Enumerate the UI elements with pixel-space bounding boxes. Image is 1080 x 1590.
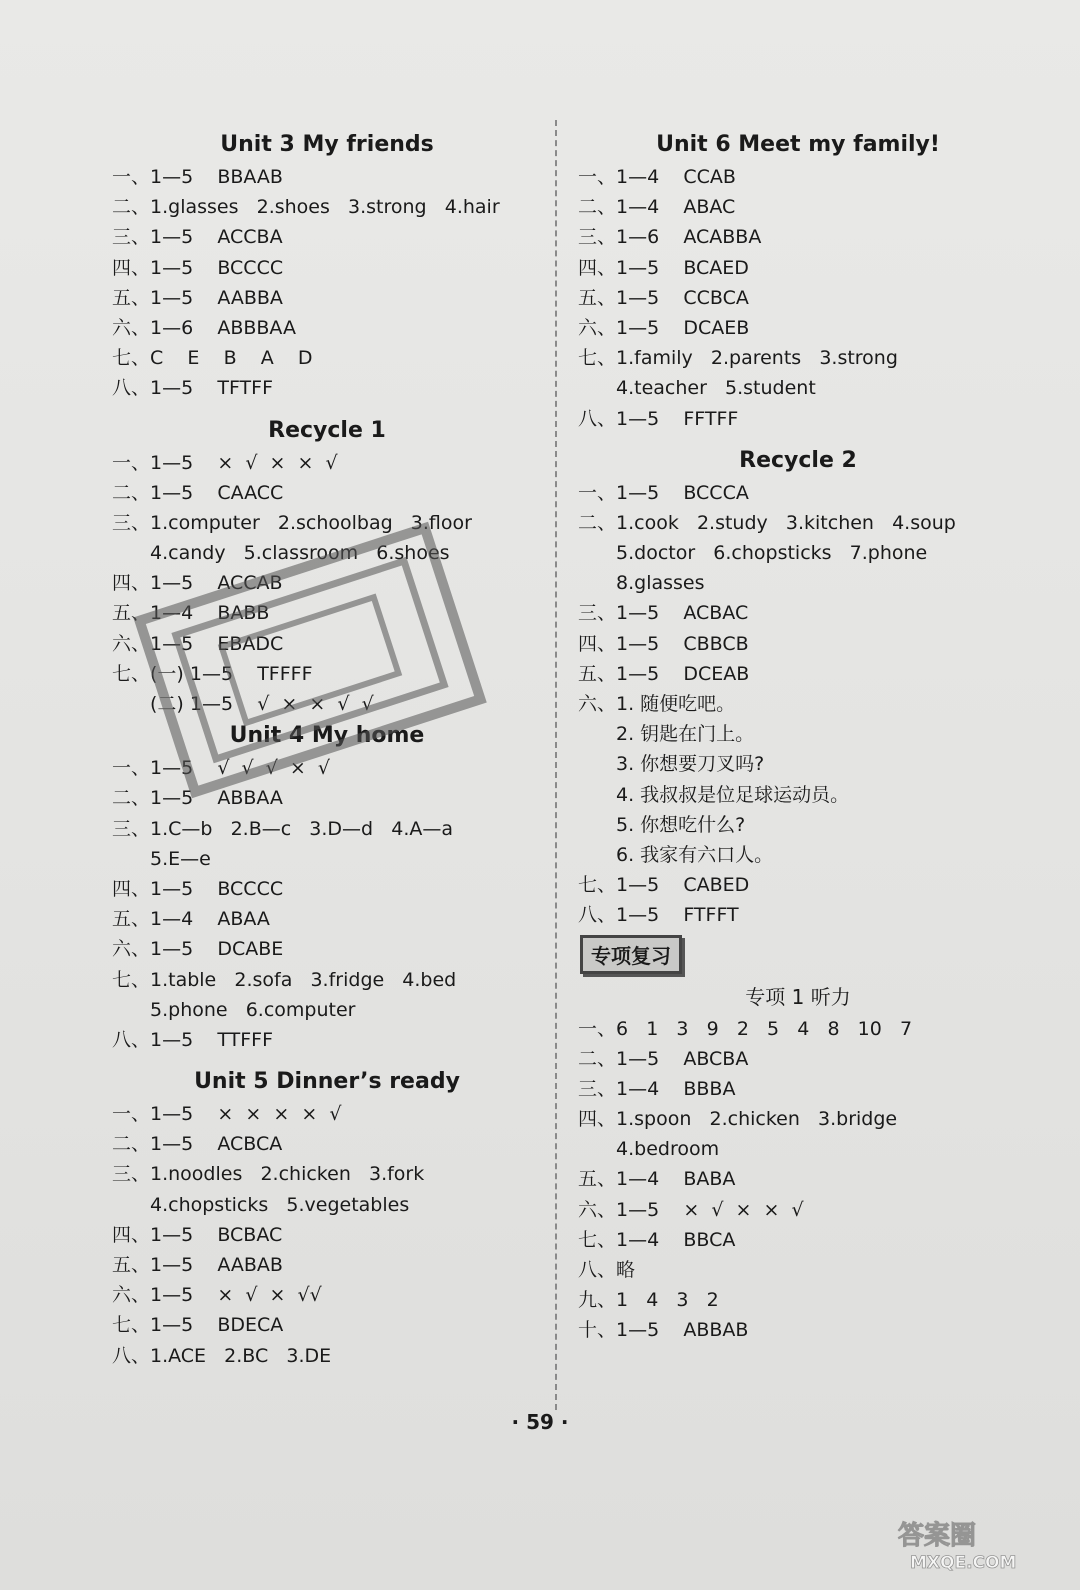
answer-line: 三、1—5 ACCBA	[112, 226, 283, 249]
answer-line: 八、1—5 FFTFF	[578, 407, 739, 430]
answer-line: 五、1—5 AABBA	[112, 286, 283, 309]
answer-line: 4.chopsticks 5.vegetables	[150, 1193, 410, 1216]
answer-line: 二、1—5 ABBAA	[112, 787, 283, 810]
answer-line: 二、1—5 CAACC	[112, 481, 284, 504]
answer-line: 一、1—5 √ √ √ × √	[112, 757, 330, 780]
section-heading: Unit 6 Meet my family!	[656, 132, 940, 157]
answer-line: 4. 我叔叔是位足球运动员。	[616, 783, 850, 806]
answer-line: 六、1—5 DCAEB	[578, 316, 750, 339]
answer-line: 5. 你想吃什么?	[616, 813, 746, 836]
answer-line: 5.phone 6.computer	[150, 998, 356, 1021]
section-heading: Recycle 1	[268, 417, 386, 443]
answer-line: 一、1—5 × × × × √	[112, 1103, 342, 1126]
answer-line: 四、1—5 BCAED	[578, 256, 749, 279]
answer-line: 四、1—5 BCCCC	[112, 256, 284, 279]
special-review-banner	[578, 931, 1018, 980]
answer-line: 三、1.C—b 2.B—c 3.D—d 4.A—a	[112, 817, 454, 840]
right-column	[578, 128, 1018, 1346]
answer-line: 八、1—5 FTFFT	[578, 904, 739, 927]
answer-line: 七、1.table 2.sofa 3.fridge 4.bed	[112, 968, 457, 991]
site-watermark-logo	[892, 1514, 1062, 1574]
answer-line: 三、1.noodles 2.chicken 3.fork	[112, 1163, 425, 1186]
watermark-domain: MXQE.COM	[910, 1553, 1017, 1573]
spacer	[112, 404, 542, 414]
answer-line: 四、1—5 BCBAC	[112, 1223, 283, 1246]
answer-line: 六、1. 随便吃吧。	[578, 693, 736, 715]
answer-line: 六、1—5 × √ × × √	[578, 1198, 804, 1221]
answer-line: 五、1—5 DCEAB	[578, 662, 750, 685]
answer-line: 四、1.spoon 2.chicken 3.bridge	[578, 1108, 898, 1131]
answer-line: 5.doctor 6.chopsticks 7.phone	[616, 542, 928, 565]
column-divider	[555, 120, 557, 1410]
answer-line: 五、1—5 CCBCA	[578, 286, 749, 309]
answer-line: 七、1.family 2.parents 3.strong	[578, 347, 898, 370]
answer-line: 四、1—5 ACCAB	[112, 572, 283, 595]
answer-line: 一、1—5 BBAAB	[112, 166, 283, 188]
answer-line: 三、1—6 ACABBA	[578, 226, 762, 249]
answer-line: 一、6 1 3 9 2 5 4 8 10 7	[578, 1017, 913, 1040]
answer-line: 九、1 4 3 2	[578, 1289, 719, 1312]
answer-line: 一、1—4 CCAB	[578, 166, 736, 188]
answer-line: 二、1—4 ABAC	[578, 196, 736, 219]
answer-line: 八、1—5 TTFFF	[112, 1028, 273, 1051]
spacer	[578, 434, 1018, 444]
section-heading: Unit 4 My home	[229, 723, 425, 749]
subsection-heading: 专项 1 听力	[745, 984, 851, 1009]
watermark-text: 答案圈	[898, 1521, 977, 1551]
answer-line: 二、1—5 ABCBA	[578, 1047, 749, 1070]
answer-line: 三、1.computer 2.schoolbag 3.floor	[112, 511, 472, 534]
answer-line: 五、1—5 AABAB	[112, 1254, 283, 1276]
answer-line: 八、1—5 TFTFF	[112, 377, 273, 400]
answer-line: 七、(一) 1—5 TFFFF	[112, 662, 313, 685]
section-heading: Unit 5 Dinner’s ready	[194, 1069, 460, 1095]
answer-line: 七、1—5 BDECA	[112, 1314, 284, 1337]
section-heading: Unit 3 My friends	[220, 132, 434, 157]
answer-line: 七、1—5 CABED	[578, 874, 750, 897]
answer-line: 六、1—5 EBADC	[112, 632, 284, 655]
answer-line: 一、1—5 BCCCA	[578, 481, 749, 504]
answer-line: (二) 1—5 √ × × √ √	[150, 693, 374, 715]
answer-line: 六、1—5 × √ × √√	[112, 1284, 322, 1307]
answer-line: 五、1—4 BABA	[578, 1168, 736, 1191]
answer-line: 三、1—5 ACBAC	[578, 602, 749, 625]
answer-line: 五、1—4 BABB	[112, 602, 270, 625]
answer-line: 4.bedroom	[616, 1138, 720, 1161]
answer-line: 2. 钥匙在门上。	[616, 723, 755, 746]
section-heading: Recycle 2	[739, 447, 857, 473]
answer-line: 六、1—5 DCABE	[112, 938, 284, 961]
answer-line: 4.teacher 5.student	[616, 377, 816, 400]
answer-line: 3. 你想要刀叉吗?	[616, 753, 765, 776]
answer-line: 十、1—5 ABBAB	[578, 1319, 749, 1342]
answer-line: 八、1.ACE 2.BC 3.DE	[112, 1344, 332, 1367]
answer-line: 四、1—5 CBBCB	[578, 632, 749, 655]
answer-line: 二、1.glasses 2.shoes 3.strong 4.hair	[112, 196, 500, 219]
answer-line: 三、1—4 BBBA	[578, 1077, 736, 1100]
spacer	[112, 1055, 542, 1065]
answer-line: 8.glasses	[616, 572, 705, 595]
answer-line: 一、1—5 × √ × × √	[112, 451, 338, 474]
banner-label: 专项复习	[580, 935, 682, 974]
answer-line: 五、1—4 ABAA	[112, 908, 270, 931]
answer-line: 七、1—4 BBCA	[578, 1228, 736, 1251]
answer-line: 5.E—e	[150, 847, 211, 870]
page-number: · 59 ·	[511, 1410, 569, 1434]
answer-line: 四、1—5 BCCCC	[112, 877, 284, 900]
answer-line: 六、1—6 ABBBAA	[112, 316, 296, 339]
answer-line: 4.candy 5.classroom 6.shoes	[150, 542, 450, 565]
answer-line: 二、1.cook 2.study 3.kitchen 4.soup	[578, 511, 956, 534]
answer-line: 七、C E B A D	[112, 347, 313, 370]
answer-line: 八、略	[578, 1259, 636, 1281]
answer-line: 二、1—5 ACBCA	[112, 1133, 283, 1156]
answer-line: 6. 我家有六口人。	[616, 843, 774, 866]
